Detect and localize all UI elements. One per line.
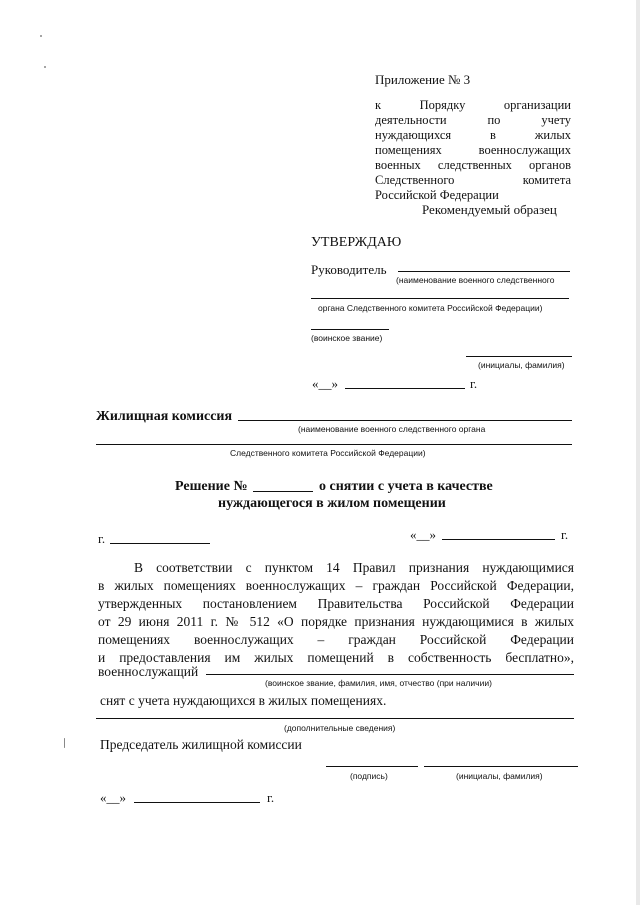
decision-date-line [442,539,555,540]
serviceman-hint: (воинское звание, фамилия, имя, отчество (при наличии) [265,678,492,688]
scan-speck [44,66,46,68]
sample-note: Рекомендуемый образец [422,202,557,217]
appendix-line: нуждающихся в жилых [375,128,571,142]
city-line [110,543,210,544]
hint-name: (инициалы, фамилия) [478,360,565,370]
hint-org-1: (наименование военного следственного [396,275,555,285]
head-org-line [398,271,570,272]
approve-heading: УТВЕРЖДАЮ [311,235,402,250]
body-line: помещениях военнослужащих – граждан Российской Федерации [98,632,574,647]
appendix-line: Российской Федерации [375,188,499,202]
body-paragraph [98,559,574,667]
extra-info-hint: (дополнительные сведения) [284,723,396,733]
appendix-line: помещениях военнослужащих [375,143,571,157]
hint-rank: (воинское звание) [311,333,383,343]
chairman-date-line [134,802,260,803]
appendix-title: Приложение № 3 [375,72,471,87]
scan-speck [40,35,42,37]
approve-date-line [345,388,465,389]
decision-title-line2: нуждающегося в жилом помещении [218,496,446,511]
hint-org-2: органа Следственного комитета Российской Федерации) [318,303,543,313]
decision-year-suffix: г. [561,527,569,542]
name-line [466,356,572,357]
rank-line [311,329,389,330]
appendix-line: военных следственных органов [375,158,571,172]
head-label: Руководитель [311,262,387,277]
decision-title-a: Решение № [175,479,248,494]
commission-line-2 [96,444,572,445]
serviceman-label: военнослужащий [98,664,199,679]
commission-hint-2: Следственного комитета Российской Федерации) [230,448,426,458]
city-prefix: г. [98,531,106,546]
appendix-line: к Порядку организации [375,98,571,112]
body-line: в жилых помещениях военнослужащих – граждан Российской Федерации, [98,578,574,593]
appendix-line: Следственного комитета [375,173,571,187]
decision-number-line [253,491,313,492]
scan-speck [64,738,65,748]
appendix-text [375,98,571,203]
commission-hint-1: (наименование военного следственного органа [298,424,486,434]
scan-edge [636,0,640,905]
body-line: утвержденных постановлением Правительства Российской Федерации [98,596,574,611]
signature-line [326,766,418,767]
decision-date-day: «__» [410,527,436,542]
body-line: и предоставления им жилых помещений в собственность бесплатно», [98,650,574,665]
extra-info-line [96,718,574,719]
chairman-date-day: «__» [100,790,126,805]
signature-hint: (подпись) [350,771,388,781]
commission-label: Жилищная комиссия [96,409,233,424]
chairman-name-hint: (инициалы, фамилия) [456,771,543,781]
appendix-line: деятельности по учету [375,113,571,127]
chairman-label: Председатель жилищной комиссии [100,737,302,752]
commission-line [238,420,572,421]
body-line: от 29 июня 2011 г. № 512 «О порядке признания нуждающимися в жилых [98,614,574,629]
org-line-2 [311,298,569,299]
chairman-name-line [424,766,578,767]
chairman-year-suffix: г. [267,790,275,805]
decision-title-b: о снятии с учета в качестве [319,479,493,494]
removed-text: снят с учета нуждающихся в жилых помещениях. [100,693,387,708]
approve-date-day: «__» [312,376,338,391]
approve-year-suffix: г. [470,376,478,391]
serviceman-line [206,674,574,675]
body-line: В соответствии с пунктом 14 Правил признания нуждающимися [134,560,574,575]
